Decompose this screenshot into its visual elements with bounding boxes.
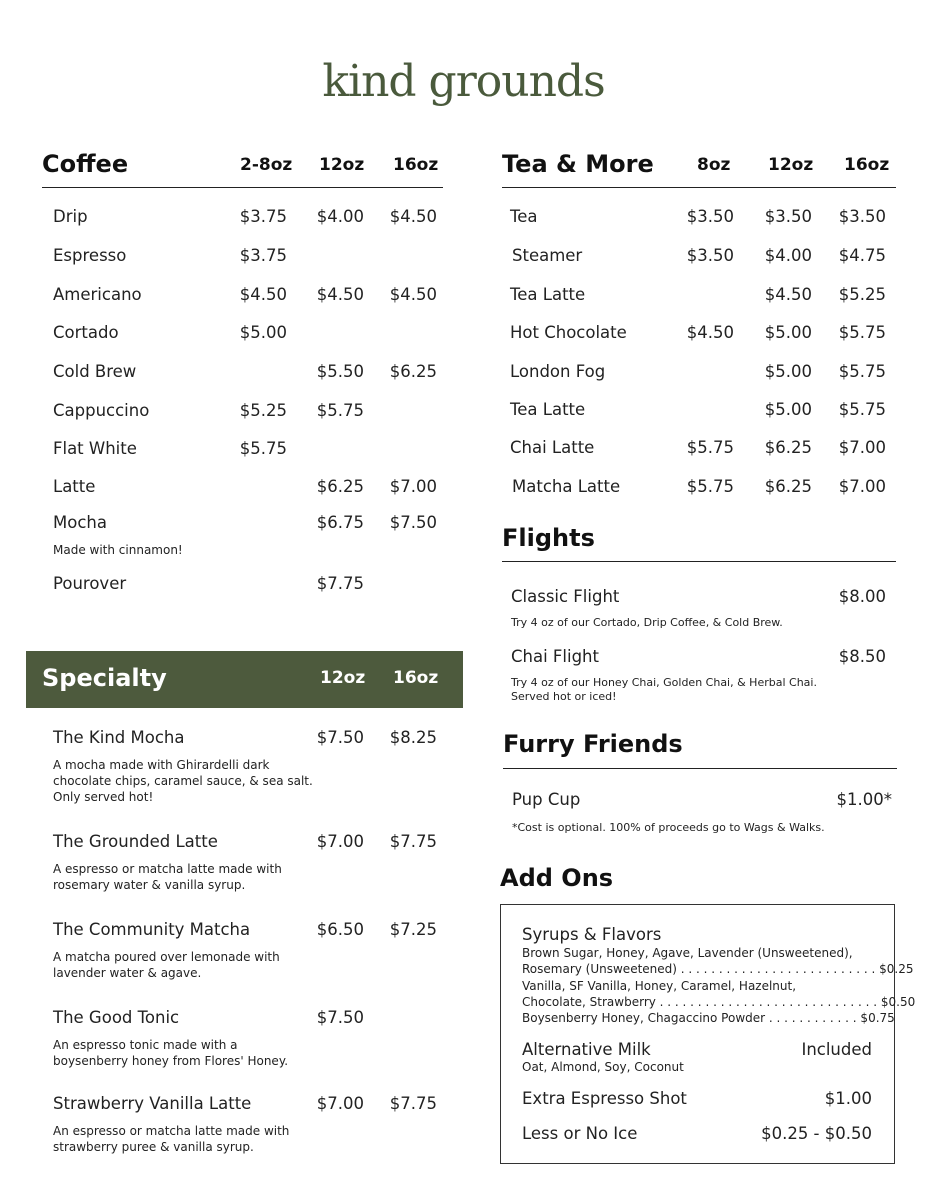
specialty-item-desc: An espresso or matcha latte made with: [53, 1124, 290, 1138]
coffee-item-name: Americano: [53, 285, 142, 304]
specialty-item-price-12oz: $7.00: [316, 832, 364, 851]
specialty-item-desc: strawberry puree & vanilla syrup.: [53, 1140, 254, 1154]
specialty-item-desc: rosemary water & vanilla syrup.: [53, 878, 246, 892]
tea-item-price-8oz: $5.75: [686, 438, 734, 457]
specialty-item-price-16oz: $7.75: [389, 832, 437, 851]
flights-divider: [502, 561, 896, 562]
specialty-item-desc: boysenberry honey from Flores' Honey.: [53, 1054, 289, 1068]
coffee-item-price-12oz: $4.50: [316, 285, 364, 304]
specialty-banner: [26, 651, 463, 708]
tea-item-price-16oz: $5.75: [838, 400, 886, 419]
tea-item-price-16oz: $7.00: [838, 438, 886, 457]
extra-shot-price: $1.00: [824, 1089, 872, 1108]
tea-item-price-8oz: $5.75: [686, 477, 734, 496]
tea-item-price-12oz: $5.00: [764, 362, 812, 381]
specialty-item-desc: chocolate chips, caramel sauce, & sea salt.: [53, 774, 313, 788]
tea-item-price-16oz: $4.75: [838, 246, 886, 265]
coffee-item-price-12oz: $6.25: [316, 477, 364, 496]
tea-item-name: London Fog: [510, 362, 606, 381]
tea-heading: Tea & More: [502, 150, 654, 178]
coffee-item-name: Drip: [53, 207, 88, 226]
tea-item-name: Tea: [510, 207, 538, 226]
coffee-item-name: Flat White: [53, 439, 137, 458]
coffee-item-price-12oz: $6.75: [316, 513, 364, 532]
furry-heading: Furry Friends: [503, 730, 683, 758]
specialty-item-desc: A espresso or matcha latte made with: [53, 862, 282, 876]
alt-milk-price: Included: [801, 1040, 872, 1059]
flight-classic-price: $8.00: [838, 587, 886, 606]
coffee-item-name: Mocha: [53, 513, 107, 532]
specialty-item-price-12oz: $6.50: [316, 920, 364, 939]
flight-chai-desc-1: Try 4 oz of our Honey Chai, Golden Chai, & Herbal Chai.: [511, 676, 817, 689]
tea-item-name: Steamer: [512, 246, 583, 265]
syrup-line: Vanilla, SF Vanilla, Honey, Caramel, Hazelnut,: [522, 978, 797, 993]
coffee-item-price-small: $5.25: [239, 401, 287, 420]
coffee-item-price-12oz: $4.00: [316, 207, 364, 226]
less-ice-name: Less or No Ice: [522, 1124, 638, 1143]
flight-classic-desc: Try 4 oz of our Cortado, Drip Coffee, & Cold Brew.: [511, 616, 783, 629]
tea-item-price-12oz: $6.25: [764, 477, 812, 496]
specialty-heading: Specialty: [42, 664, 167, 692]
coffee-item-price-small: $3.75: [239, 207, 287, 226]
specialty-item-name: The Good Tonic: [53, 1008, 180, 1027]
flight-chai-price: $8.50: [838, 647, 886, 666]
coffee-item-name: Espresso: [53, 246, 127, 265]
tea-item-name: Chai Latte: [510, 438, 595, 457]
specialty-size-1: 12oz: [320, 668, 366, 688]
flights-heading: Flights: [502, 524, 595, 552]
less-ice-price: $0.25 - $0.50: [761, 1124, 872, 1143]
specialty-size-2: 16oz: [393, 668, 439, 688]
specialty-item-name: The Grounded Latte: [53, 832, 218, 851]
tea-item-price-12oz: $6.25: [764, 438, 812, 457]
pup-cup-name: Pup Cup: [512, 790, 581, 809]
coffee-size-1: 2-8oz: [240, 155, 293, 175]
flight-classic-name: Classic Flight: [511, 587, 620, 606]
tea-size-3: 16oz: [844, 155, 890, 175]
coffee-item-price-small: $5.00: [239, 323, 287, 342]
coffee-heading: Coffee: [42, 150, 129, 178]
coffee-item-price-12oz: $5.75: [316, 401, 364, 420]
coffee-item-price-16oz: $6.25: [389, 362, 437, 381]
coffee-item-price-12oz: $7.75: [316, 574, 364, 593]
coffee-item-name: Cappuccino: [53, 401, 150, 420]
tea-item-price-12oz: $4.00: [764, 246, 812, 265]
specialty-item-price-16oz: $8.25: [389, 728, 437, 747]
coffee-item-price-16oz: $7.50: [389, 513, 437, 532]
coffee-item-price-small: $3.75: [239, 246, 287, 265]
brand-logo-text: kind grounds: [322, 56, 605, 107]
specialty-item-price-12oz: $7.50: [316, 1008, 364, 1027]
tea-item-price-16oz: $5.25: [838, 285, 886, 304]
syrups-title: Syrups & Flavors: [522, 925, 662, 944]
coffee-divider: [42, 187, 443, 188]
specialty-item-desc: An espresso tonic made with a: [53, 1038, 238, 1052]
alt-milk-name: Alternative Milk: [522, 1040, 651, 1059]
syrup-line: Boysenberry Honey, Chagaccino Powder . . . . . . . . . . . . $0.75: [522, 1011, 895, 1026]
tea-item-name: Tea Latte: [510, 400, 586, 419]
tea-item-price-12oz: $3.50: [764, 207, 812, 226]
syrup-line: Rosemary (Unsweetened) . . . . . . . . . . . . . . . . . . . . . . . . . . $0.25: [522, 962, 914, 977]
addons-heading: Add Ons: [500, 864, 614, 892]
tea-size-2: 12oz: [768, 155, 814, 175]
coffee-item-name: Cold Brew: [53, 362, 137, 381]
specialty-item-price-12oz: $7.50: [316, 728, 364, 747]
specialty-item-desc: A mocha made with Ghirardelli dark: [53, 758, 270, 772]
specialty-item-price-16oz: $7.25: [389, 920, 437, 939]
mocha-note: Made with cinnamon!: [53, 543, 183, 557]
tea-item-price-16oz: $5.75: [838, 323, 886, 342]
tea-item-price-12oz: $5.00: [764, 400, 812, 419]
tea-item-price-16oz: $3.50: [838, 207, 886, 226]
specialty-item-desc: A matcha poured over lemonade with: [53, 950, 280, 964]
tea-item-price-16oz: $7.00: [838, 477, 886, 496]
coffee-item-price-small: $4.50: [239, 285, 287, 304]
specialty-item-price-16oz: $7.75: [389, 1094, 437, 1113]
syrup-line: Chocolate, Strawberry . . . . . . . . . . . . . . . . . . . . . . . . . . . . . $0.50: [522, 994, 916, 1009]
syrups-list: [522, 945, 916, 1026]
tea-item-name: Matcha Latte: [512, 477, 621, 496]
alt-milk-note: Oat, Almond, Soy, Coconut: [522, 1060, 684, 1074]
coffee-item-name: Pourover: [53, 574, 127, 593]
coffee-item-price-16oz: $4.50: [389, 207, 437, 226]
specialty-item-name: The Kind Mocha: [53, 728, 185, 747]
coffee-size-3: 16oz: [393, 155, 439, 175]
tea-item-price-8oz: $4.50: [686, 323, 734, 342]
specialty-item-price-12oz: $7.00: [316, 1094, 364, 1113]
coffee-item-price-small: $5.75: [239, 439, 287, 458]
tea-item-price-8oz: $3.50: [686, 246, 734, 265]
tea-divider: [502, 187, 896, 188]
furry-divider: [503, 768, 897, 769]
coffee-size-2: 12oz: [319, 155, 365, 175]
tea-size-1: 8oz: [697, 155, 731, 175]
tea-item-price-8oz: $3.50: [686, 207, 734, 226]
tea-item-price-12oz: $5.00: [764, 323, 812, 342]
pup-cup-price: $1.00*: [836, 790, 892, 809]
tea-item-price-12oz: $4.50: [764, 285, 812, 304]
specialty-item-desc: Only served hot!: [53, 790, 154, 804]
tea-item-name: Hot Chocolate: [510, 323, 627, 342]
coffee-item-price-12oz: $5.50: [316, 362, 364, 381]
coffee-item-price-16oz: $4.50: [389, 285, 437, 304]
coffee-item-name: Latte: [53, 477, 96, 496]
tea-item-price-16oz: $5.75: [838, 362, 886, 381]
coffee-item-price-16oz: $7.00: [389, 477, 437, 496]
tea-item-name: Tea Latte: [510, 285, 586, 304]
coffee-item-name: Cortado: [53, 323, 119, 342]
flight-chai-name: Chai Flight: [511, 647, 599, 666]
specialty-item-name: The Community Matcha: [53, 920, 251, 939]
flight-chai-desc-2: Served hot or iced!: [511, 690, 617, 703]
extra-shot-name: Extra Espresso Shot: [522, 1089, 687, 1108]
pup-cup-note: *Cost is optional. 100% of proceeds go to Wags & Walks.: [512, 821, 825, 834]
syrup-line: Brown Sugar, Honey, Agave, Lavender (Unsweetened),: [522, 946, 853, 960]
specialty-item-desc: lavender water & agave.: [53, 966, 202, 980]
specialty-item-name: Strawberry Vanilla Latte: [53, 1094, 252, 1113]
